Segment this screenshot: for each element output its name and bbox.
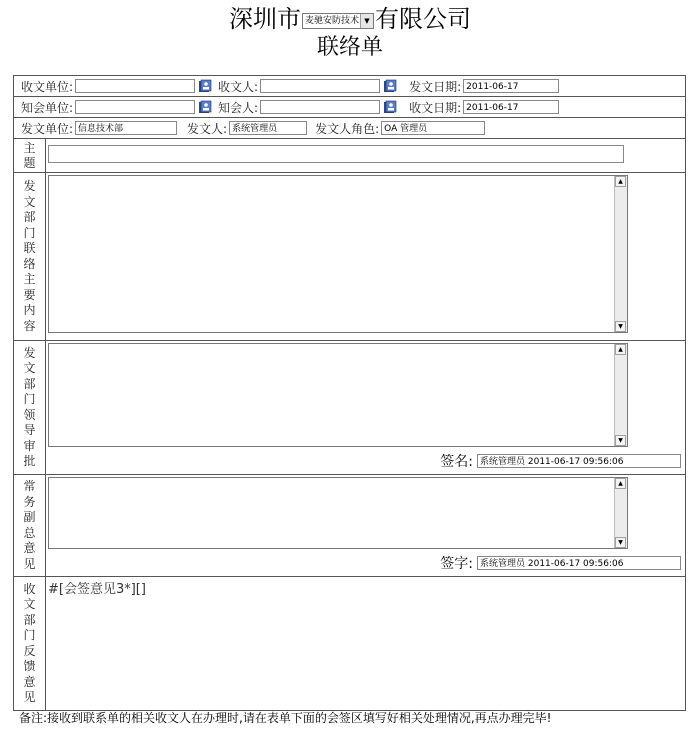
address-book-icon[interactable]: [383, 79, 397, 93]
scroll-up-icon[interactable]: ▲: [615, 344, 626, 355]
leader-label-text: 发文部门领导审批: [23, 345, 36, 468]
sender-role-label: 发文人角色:: [315, 121, 380, 136]
send-date-field[interactable]: 2011-06-17: [463, 79, 559, 93]
scroll-down-icon[interactable]: ▼: [615, 321, 626, 332]
vp-sign-label: 签字:: [440, 556, 474, 572]
subject-label-text: 主题: [23, 140, 36, 170]
address-book-icon[interactable]: [198, 79, 212, 93]
feedback-label-text: 收文部门反馈意见: [23, 581, 36, 704]
scroll-down-icon[interactable]: ▼: [615, 435, 626, 446]
vp-label-text: 常务副总意见: [23, 479, 36, 571]
chevron-down-icon: ▼: [360, 14, 373, 28]
receiver-field[interactable]: [260, 79, 380, 93]
title-prefix: 深圳市: [228, 5, 301, 33]
vp-label: [14, 475, 46, 577]
send-unit-field[interactable]: 信息技术部: [75, 121, 177, 135]
cc-person-label: 知会人:: [218, 100, 259, 115]
leader-textarea[interactable]: [48, 343, 628, 447]
leader-cell: [46, 341, 686, 475]
content-cell: [46, 173, 686, 341]
content-label: [14, 173, 46, 341]
receiver-label: 收文人:: [218, 79, 259, 94]
company-select-value: 麦驰安防技术: [304, 15, 359, 26]
vp-scrollbar[interactable]: [614, 478, 627, 548]
scroll-down-icon[interactable]: ▼: [615, 537, 626, 548]
cc-unit-label: 知会单位:: [21, 100, 74, 115]
row-receive: [14, 76, 686, 97]
form-title: [0, 4, 700, 34]
subject-input[interactable]: [48, 145, 624, 163]
address-book-icon[interactable]: [198, 100, 212, 114]
form-subtitle: 联络单: [316, 35, 383, 60]
feedback-template: #[会签意见3*][]: [48, 582, 146, 597]
row-cc: [14, 97, 686, 118]
vp-sign-field[interactable]: 系统管理员 2011-06-17 09:56:06: [477, 556, 681, 570]
content-scrollbar[interactable]: [614, 176, 627, 332]
title-suffix: 有限公司: [375, 5, 471, 33]
content-textarea[interactable]: [48, 175, 628, 333]
footer-note: 备注:接收到联系单的相关收文人在办理时,请在表单下面的会签区填写好相关处理情况,再点办理完毕!: [19, 711, 552, 725]
leader-sign-field[interactable]: 系统管理员 2011-06-17 09:56:06: [477, 454, 681, 468]
address-book-icon[interactable]: [383, 100, 397, 114]
leader-scrollbar[interactable]: [614, 344, 627, 446]
feedback-cell: [46, 577, 686, 711]
receive-date-field[interactable]: 2011-06-17: [463, 100, 559, 114]
company-select[interactable]: [302, 13, 374, 29]
cc-unit-field[interactable]: [75, 100, 195, 114]
send-date-label: 发文日期:: [409, 79, 462, 94]
content-label-text: 发文部门联络主要内容: [23, 179, 36, 333]
sender-label: 发文人:: [187, 121, 228, 136]
feedback-label: [14, 577, 46, 711]
scroll-up-icon[interactable]: ▲: [615, 478, 626, 489]
subject-label: [14, 139, 46, 173]
row-send: [14, 118, 686, 139]
scroll-up-icon[interactable]: ▲: [615, 176, 626, 187]
subject-cell: [46, 139, 686, 173]
sender-role-field[interactable]: OA 管理员: [381, 121, 485, 135]
cc-person-field[interactable]: [260, 100, 380, 114]
receive-unit-field[interactable]: [75, 79, 195, 93]
vp-cell: [46, 475, 686, 577]
leader-sign-label: 签名:: [440, 454, 474, 470]
send-unit-label: 发文单位:: [21, 121, 74, 136]
receive-date-label: 收文日期:: [409, 100, 462, 115]
vp-textarea[interactable]: [48, 477, 628, 549]
contact-form: [13, 75, 686, 711]
sender-field[interactable]: 系统管理员: [229, 121, 307, 135]
receive-unit-label: 收文单位:: [21, 79, 74, 94]
leader-label: [14, 341, 46, 475]
